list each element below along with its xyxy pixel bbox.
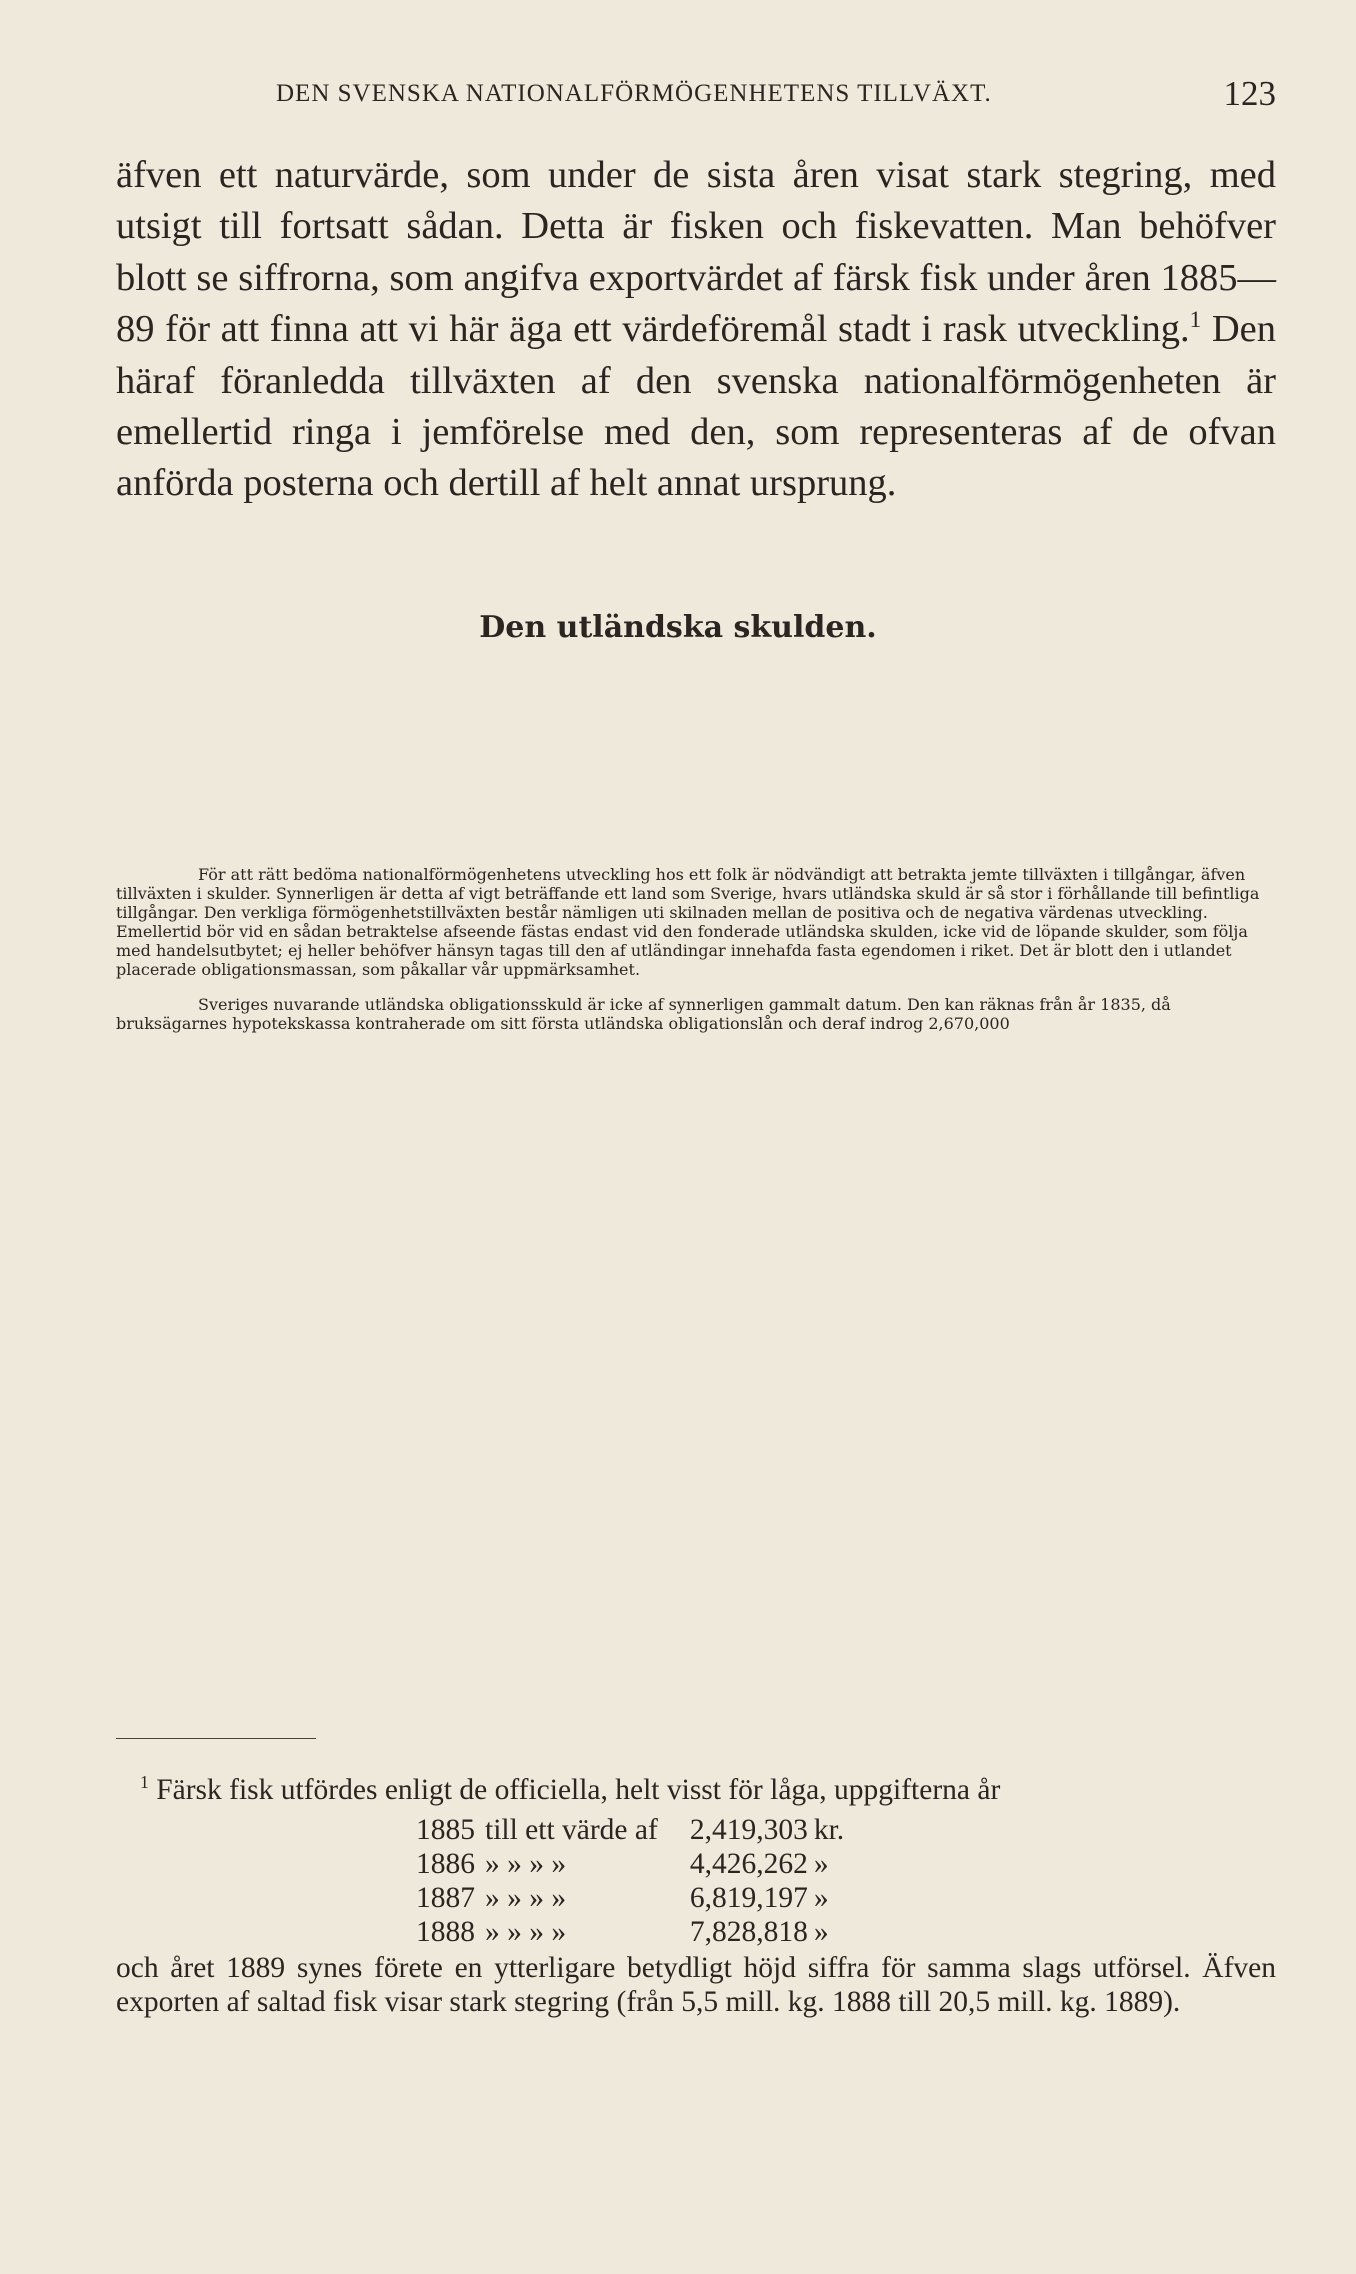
table-row	[416, 1847, 854, 1881]
row-unit: »	[813, 1916, 829, 1948]
footnote-outro: och året 1889 synes förete en ytterligare betydligt höjd siffra för samma slags utförsel. Äfven exporten af saltad fisk visar stark stegring (från 5,5 mill. kg. 1888 till 20,5 mill. kg. 1889).	[116, 1952, 1276, 2018]
row-label: till ett värde af	[485, 1814, 658, 1846]
row-label: » » » »	[485, 1916, 567, 1948]
section-text	[116, 849, 1276, 1049]
footnote	[116, 1773, 1276, 2019]
page-header	[116, 74, 1276, 114]
row-unit: »	[813, 1848, 829, 1880]
paragraph-text: äfven ett naturvärde, som under de sista åren visat stark stegring, med utsigt till fortsatt sådan. Detta är fisken och fiskevatten. Man behöfver blott se siffrorna, som angifva exportvärdet af färsk fisk under åren 1885—89 för att finna att vi här äga ett värdeföremål stadt i rask utveckling.	[116, 154, 1276, 351]
export-value-table	[416, 1813, 854, 1949]
paragraph: För att rätt bedöma nationalförmögenhetens utveckling hos ett folk är nödvändigt att betrakta jemte tillväxten i tillgångar, äfven tillväxten i skulder. Synnerligen är detta af vigt beträffande ett land som Sverige, hvars utländska skuld är så stor i förhållande till befintliga tillgångar. Den verkliga förmögenhetstillväxten består nämligen uti skilnaden mellan de positiva och de negativa värdenas utveckling. Emellertid bör vid en sådan betraktelse afseende fästas endast vid den fonderade utländska skulden, icke vid de löpande skulder, som följa med handelsutbytet; ej heller behöfver hänsyn tagas till den af utländingar innehafda fasta egendomen i riket. Det är blott den i utlandet placerade obligationsmassan, som påkallar vår uppmärksamhet.	[116, 865, 1260, 979]
table-row	[416, 1915, 854, 1949]
paragraph	[116, 150, 1276, 510]
footnote-marker: 1	[140, 1772, 149, 1793]
paragraph: Sveriges nuvarande utländska obligationsskuld är icke af synnerligen gammalt datum. Den kan räknas från år 1835, då bruksägarnes hypotekskassa kontraherade om sitt första utländska obligationslån och deraf indrog 2,670,000	[116, 995, 1171, 1033]
row-unit: kr.	[813, 1814, 845, 1846]
row-unit: »	[813, 1882, 829, 1914]
row-year: 1888	[416, 1916, 475, 1948]
opening-text	[116, 150, 1276, 510]
running-title: DEN SVENSKA NATIONALFÖRMÖGENHETENS TILLVÄXT.	[276, 80, 992, 107]
row-year: 1885	[416, 1814, 475, 1846]
section-heading: Den utländska skulden.	[479, 610, 877, 645]
footnote-divider	[116, 1738, 316, 1739]
row-year: 1886	[416, 1848, 475, 1880]
paragraph-text: Den häraf föranledda tillväxten af den svenska nationalförmögenheten är emellertid ringa i jemförelse med den, som representeras af de ofvan anförda posterna och dertill af helt annat ursprung.	[116, 308, 1277, 505]
footnote-reference: 1	[1189, 306, 1202, 333]
page-number: 123	[1223, 74, 1276, 113]
table-row	[416, 1881, 854, 1915]
row-value: 6,819,197	[689, 1882, 808, 1914]
footnote-intro	[116, 1773, 1276, 1807]
row-label: » » » »	[485, 1848, 567, 1880]
table-row	[416, 1813, 854, 1847]
footnote-intro-text: Färsk fisk utfördes enligt de officiella, helt visst för låga, uppgifterna år	[156, 1774, 1001, 1806]
row-value: 7,828,818	[689, 1916, 808, 1948]
row-year: 1887	[416, 1882, 475, 1914]
row-value: 2,419,303	[689, 1814, 808, 1846]
row-label: » » » »	[485, 1882, 567, 1914]
row-value: 4,426,262	[689, 1848, 808, 1880]
